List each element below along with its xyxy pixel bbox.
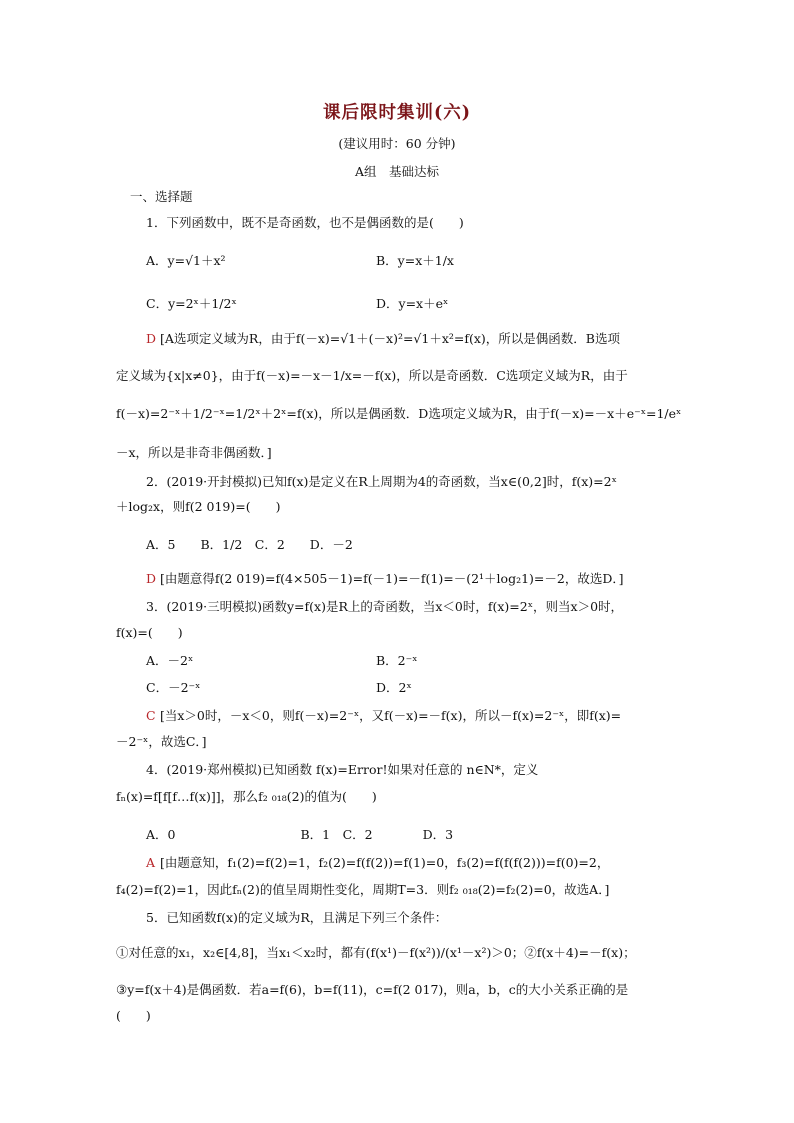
text-line-s3a: [当x＞0时，－x＜0，则f(－x)=2⁻ˣ，又f(－x)=－f(x)，所以－f(x)=2⁻ˣ，即f(x)=: [160, 708, 622, 723]
text-line-q5d: ( ): [116, 1008, 151, 1023]
text-line-q3c: C．－2⁻ˣ: [146, 680, 201, 695]
text-line-q2b: ＋log₂x，则f(2 019)=( ): [116, 499, 281, 514]
text-line-q1b: B．y=x＋1/x: [376, 253, 454, 268]
answer-letter-a2: D: [146, 571, 157, 586]
text-line-s2: [由题意得f(2 019)=f(4×505－1)=f(－1)=－f(1)=－(2¹＋log₂1)=－2，故选D．]: [160, 571, 624, 586]
answer-letter-a3: C: [146, 708, 156, 723]
text-line-q3b2: B．2⁻ˣ: [376, 653, 418, 668]
text-line-q3a2: A．－2ˣ: [146, 653, 194, 668]
text-line-q5b: ①对任意的x₁，x₂∈[4,8]，当x₁＜x₂时，都有(f(x¹)－f(x²))/(x¹－x²)＞0；②f(x＋4)=－f(x)；: [116, 945, 636, 960]
text-line-q2o: A．5 B．1/2 C．2 D．－2: [146, 537, 353, 552]
text-line-s1c: f(－x)=2⁻ˣ＋1/2⁻ˣ=1/2ˣ＋2ˣ=f(x)，所以是偶函数．D选项定义域为R，由于f(－x)=－x＋e⁻ˣ=1/eˣ: [116, 406, 682, 421]
answer-letter-a4: A: [146, 855, 156, 870]
text-line-q3a: 3．(2019·三明模拟)函数y=f(x)是R上的奇函数，当x＜0时，f(x)=2ˣ，则当x＞0时，: [146, 599, 624, 614]
text-line-s1a: [A选项定义域为R，由于f(－x)=√1＋(－x)²=√1＋x²=f(x)，所以是偶函数．B选项: [160, 331, 620, 346]
group-heading: A组 基础达标: [354, 164, 440, 179]
text-line-q2a: 2．(2019·开封模拟)已知f(x)是定义在R上周期为4的奇函数，当x∈(0,2]时，f(x)=2ˣ: [146, 474, 617, 489]
text-line-q3d: D．2ˣ: [376, 680, 412, 695]
text-line-q5a: 5．已知函数f(x)的定义域为R，且满足下列三个条件：: [146, 910, 448, 925]
text-line-s3b: －2⁻ˣ，故选C．]: [116, 734, 207, 749]
text-line-s4b: f₄(2)=f(2)=1，因此fₙ(2)的值呈周期性变化，周期T=3．则f₂ ₀₁₈(2)=f₂(2)=0，故选A．]: [116, 882, 610, 897]
text-line-s4a: [由题意知，f₁(2)=f(2)=1，f₂(2)=f(f(2))=f(1)=0，f₃(2)=f(f(f(2)))=f(0)=2，: [160, 855, 610, 870]
text-line-q4b: fₙ(x)=f[f[f…f(x)]]，那么f₂ ₀₁₈(2)的值为( ): [116, 789, 377, 804]
text-line-q1a: A．y=√1＋x²: [146, 253, 226, 268]
time-hint: (建议用时：60 分钟): [338, 136, 456, 151]
text-line-q3b: f(x)=( ): [116, 625, 183, 640]
text-line-q1d: D．y=x＋eˣ: [376, 296, 449, 311]
text-line-q1: 1．下列函数中，既不是奇函数，也不是偶函数的是( ): [146, 215, 464, 230]
answer-letter-a1: D: [146, 331, 157, 346]
page-title: 课后限时集训(六): [322, 103, 472, 123]
text-line-s1b: 定义域为{x|x≠0}，由于f(－x)=－x－1/x=－f(x)，所以是奇函数．C选项定义域为R，由于: [116, 368, 628, 383]
section-heading: 一、选择题: [130, 189, 193, 204]
text-line-q5c: ③y=f(x＋4)是偶函数．若a=f(6)，b=f(11)，c=f(2 017)，则a，b，c的大小关系正确的是: [116, 982, 629, 997]
text-line-q4o: A．0 B．1 C．2 D．3: [146, 827, 454, 842]
text-line-q1c: C．y=2ˣ＋1/2ˣ: [146, 296, 237, 311]
text-line-q4a: 4．(2019·郑州模拟)已知函数 f(x)=Error!如果对任意的 n∈N*，定义: [146, 762, 539, 777]
text-line-s1d: －x，所以是非奇非偶函数．]: [116, 445, 272, 460]
